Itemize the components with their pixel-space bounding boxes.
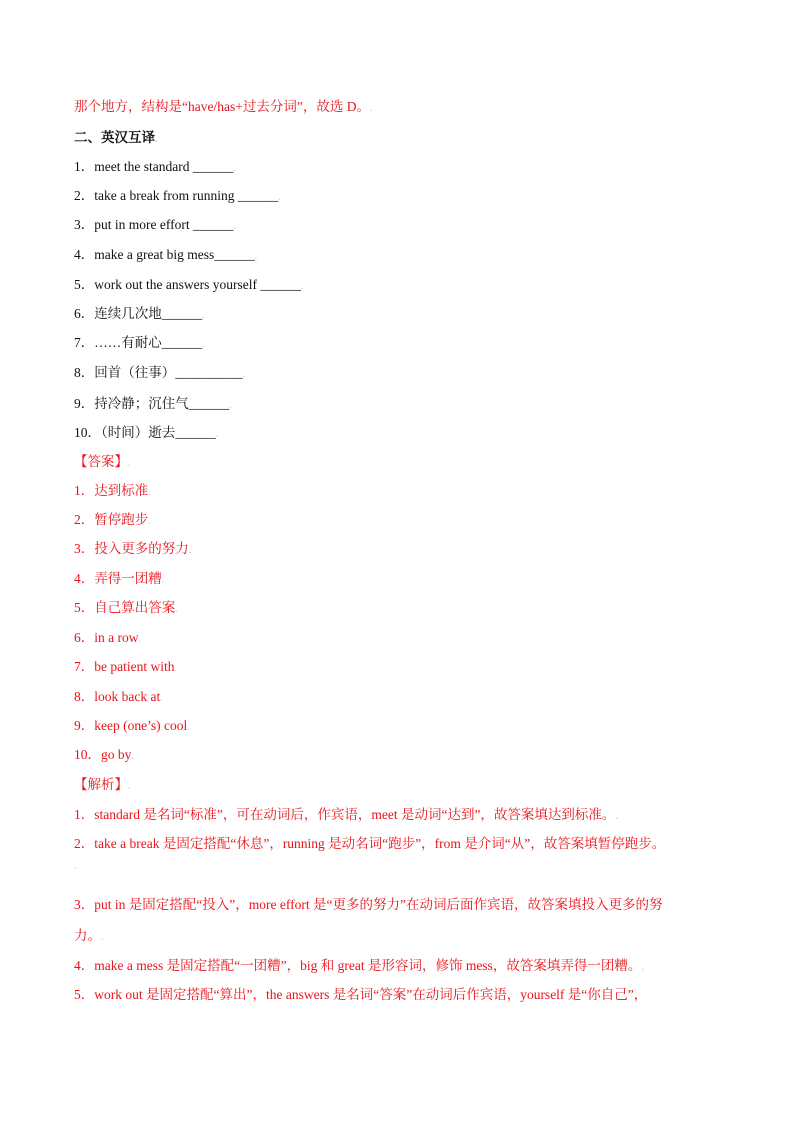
- section-heading: 二、英汉互译.: [74, 130, 158, 145]
- answer-item: 2．暂停跑步.: [74, 512, 151, 527]
- analysis-item: 1．standard 是名词“标准”，可在动词后，作宾语，meet 是动词“达到”，故答案填达到标准。.: [74, 807, 618, 822]
- answer-item: 7．be patient with.: [74, 659, 177, 674]
- answer-heading: 【答案】.: [74, 454, 131, 469]
- question-item: 5．work out the answers yourself ______.: [74, 277, 304, 292]
- answer-item: 5．自己算出答案.: [74, 600, 178, 615]
- question-item: 10．（时间）逝去______.: [74, 425, 219, 440]
- question-item: 9．持冷静；沉住气______.: [74, 396, 232, 411]
- question-item: 4．make a great big mess______.: [74, 247, 258, 262]
- answer-item: 3．投入更多的努力.: [74, 541, 192, 556]
- intro-line: 那个地方，结构是“have/has+过去分词”，故选 D。.: [74, 99, 373, 114]
- analysis-item: 4．make a mess 是固定搭配“一团糟”，big 和 great 是形容词，修饰 mess，故答案填弄得一团糟。.: [74, 958, 644, 973]
- question-item: 6．连续几次地______.: [74, 306, 205, 321]
- analysis-item: 2．take a break 是固定搭配“休息”，running 是动名词“跑步”，from 是介词“从”，故答案填暂停跑步。: [74, 836, 666, 851]
- answer-item: 6．in a row.: [74, 630, 141, 645]
- analysis-item-end-mark: .: [74, 861, 77, 872]
- answer-item: 8．look back at.: [74, 689, 163, 704]
- question-item: 7．……有耐心______.: [74, 335, 205, 350]
- answer-item: 10．go by.: [74, 747, 134, 762]
- answer-item: 9．keep (one’s) cool.: [74, 718, 190, 733]
- analysis-item: 3．put in 是固定搭配“投入”，more effort 是“更多的努力”在动词后面作宾语，故答案填投入更多的努: [74, 897, 663, 912]
- answer-item: 4．弄得一团糟.: [74, 571, 165, 586]
- analysis-item: 5．work out 是固定搭配“算出”，the answers 是名词“答案”在动词后作宾语，yourself 是“你自己”，: [74, 987, 648, 1002]
- question-item: 3．put in more effort ______.: [74, 217, 236, 232]
- question-item: 8．回首（往事）__________.: [74, 365, 246, 380]
- analysis-item-continuation: 力。.: [74, 928, 104, 943]
- answer-item: 1．达到标准.: [74, 483, 151, 498]
- question-item: 1．meet the standard ______.: [74, 159, 236, 174]
- question-item: 2．take a break from running ______.: [74, 188, 281, 203]
- analysis-heading: 【解析】.: [74, 777, 131, 792]
